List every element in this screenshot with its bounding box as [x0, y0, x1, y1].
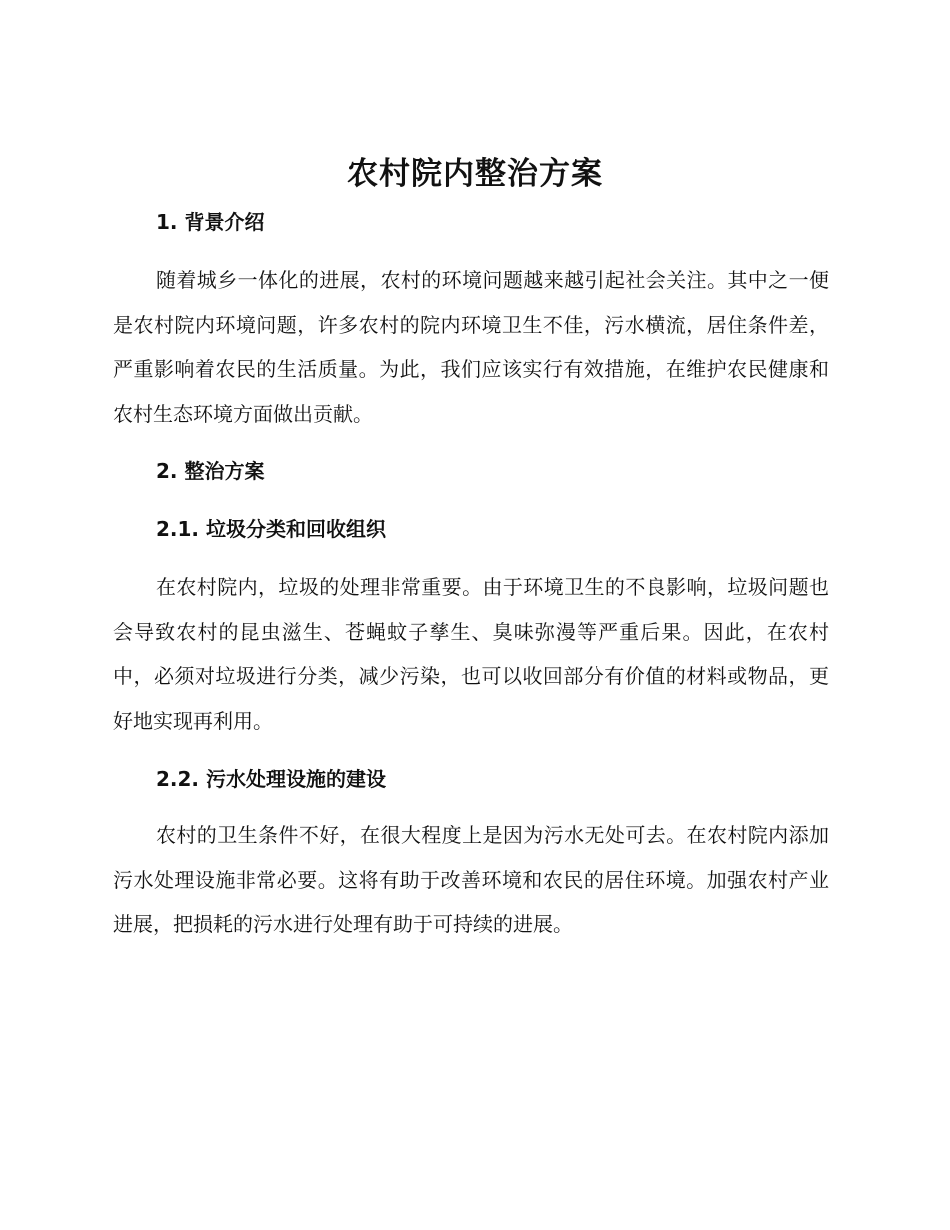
paragraph-sewage-treatment: 农村的卫生条件不好，在很大程度上是因为污水无处可去。在农村院内添加污水处理设施非常必要。这将有助于改善环境和农民的居住环境。加强农村产业进展，把损耗的污水进行处理有助于可持续的进展。	[113, 823, 829, 936]
document-title: 农村院内整治方案	[347, 156, 603, 192]
section-heading-garbage-sorting: 2.1. 垃圾分类和回收组织	[156, 517, 386, 541]
paragraph-background: 随着城乡一体化的进展，农村的环境问题越来越引起社会关注。其中之一便是农村院内环境问题，许多农村的院内环境卫生不佳，污水横流，居住条件差，严重影响着农民的生活质量。为此，我们应该实行有效措施，在维护农民健康和农村生态环境方面做出贡献。	[113, 268, 829, 426]
section-heading-sewage-treatment: 2.2. 污水处理设施的建设	[156, 767, 386, 791]
section-heading-plan: 2. 整治方案	[156, 459, 265, 483]
paragraph-garbage-sorting: 在农村院内，垃圾的处理非常重要。由于环境卫生的不良影响，垃圾问题也会导致农村的昆虫滋生、苍蝇蚊子孳生、臭味弥漫等严重后果。因此，在农村中，必须对垃圾进行分类，减少污染，也可以收回部分有价值的材料或物品，更好地实现再利用。	[113, 575, 829, 733]
section-heading-background: 1. 背景介绍	[156, 210, 265, 234]
